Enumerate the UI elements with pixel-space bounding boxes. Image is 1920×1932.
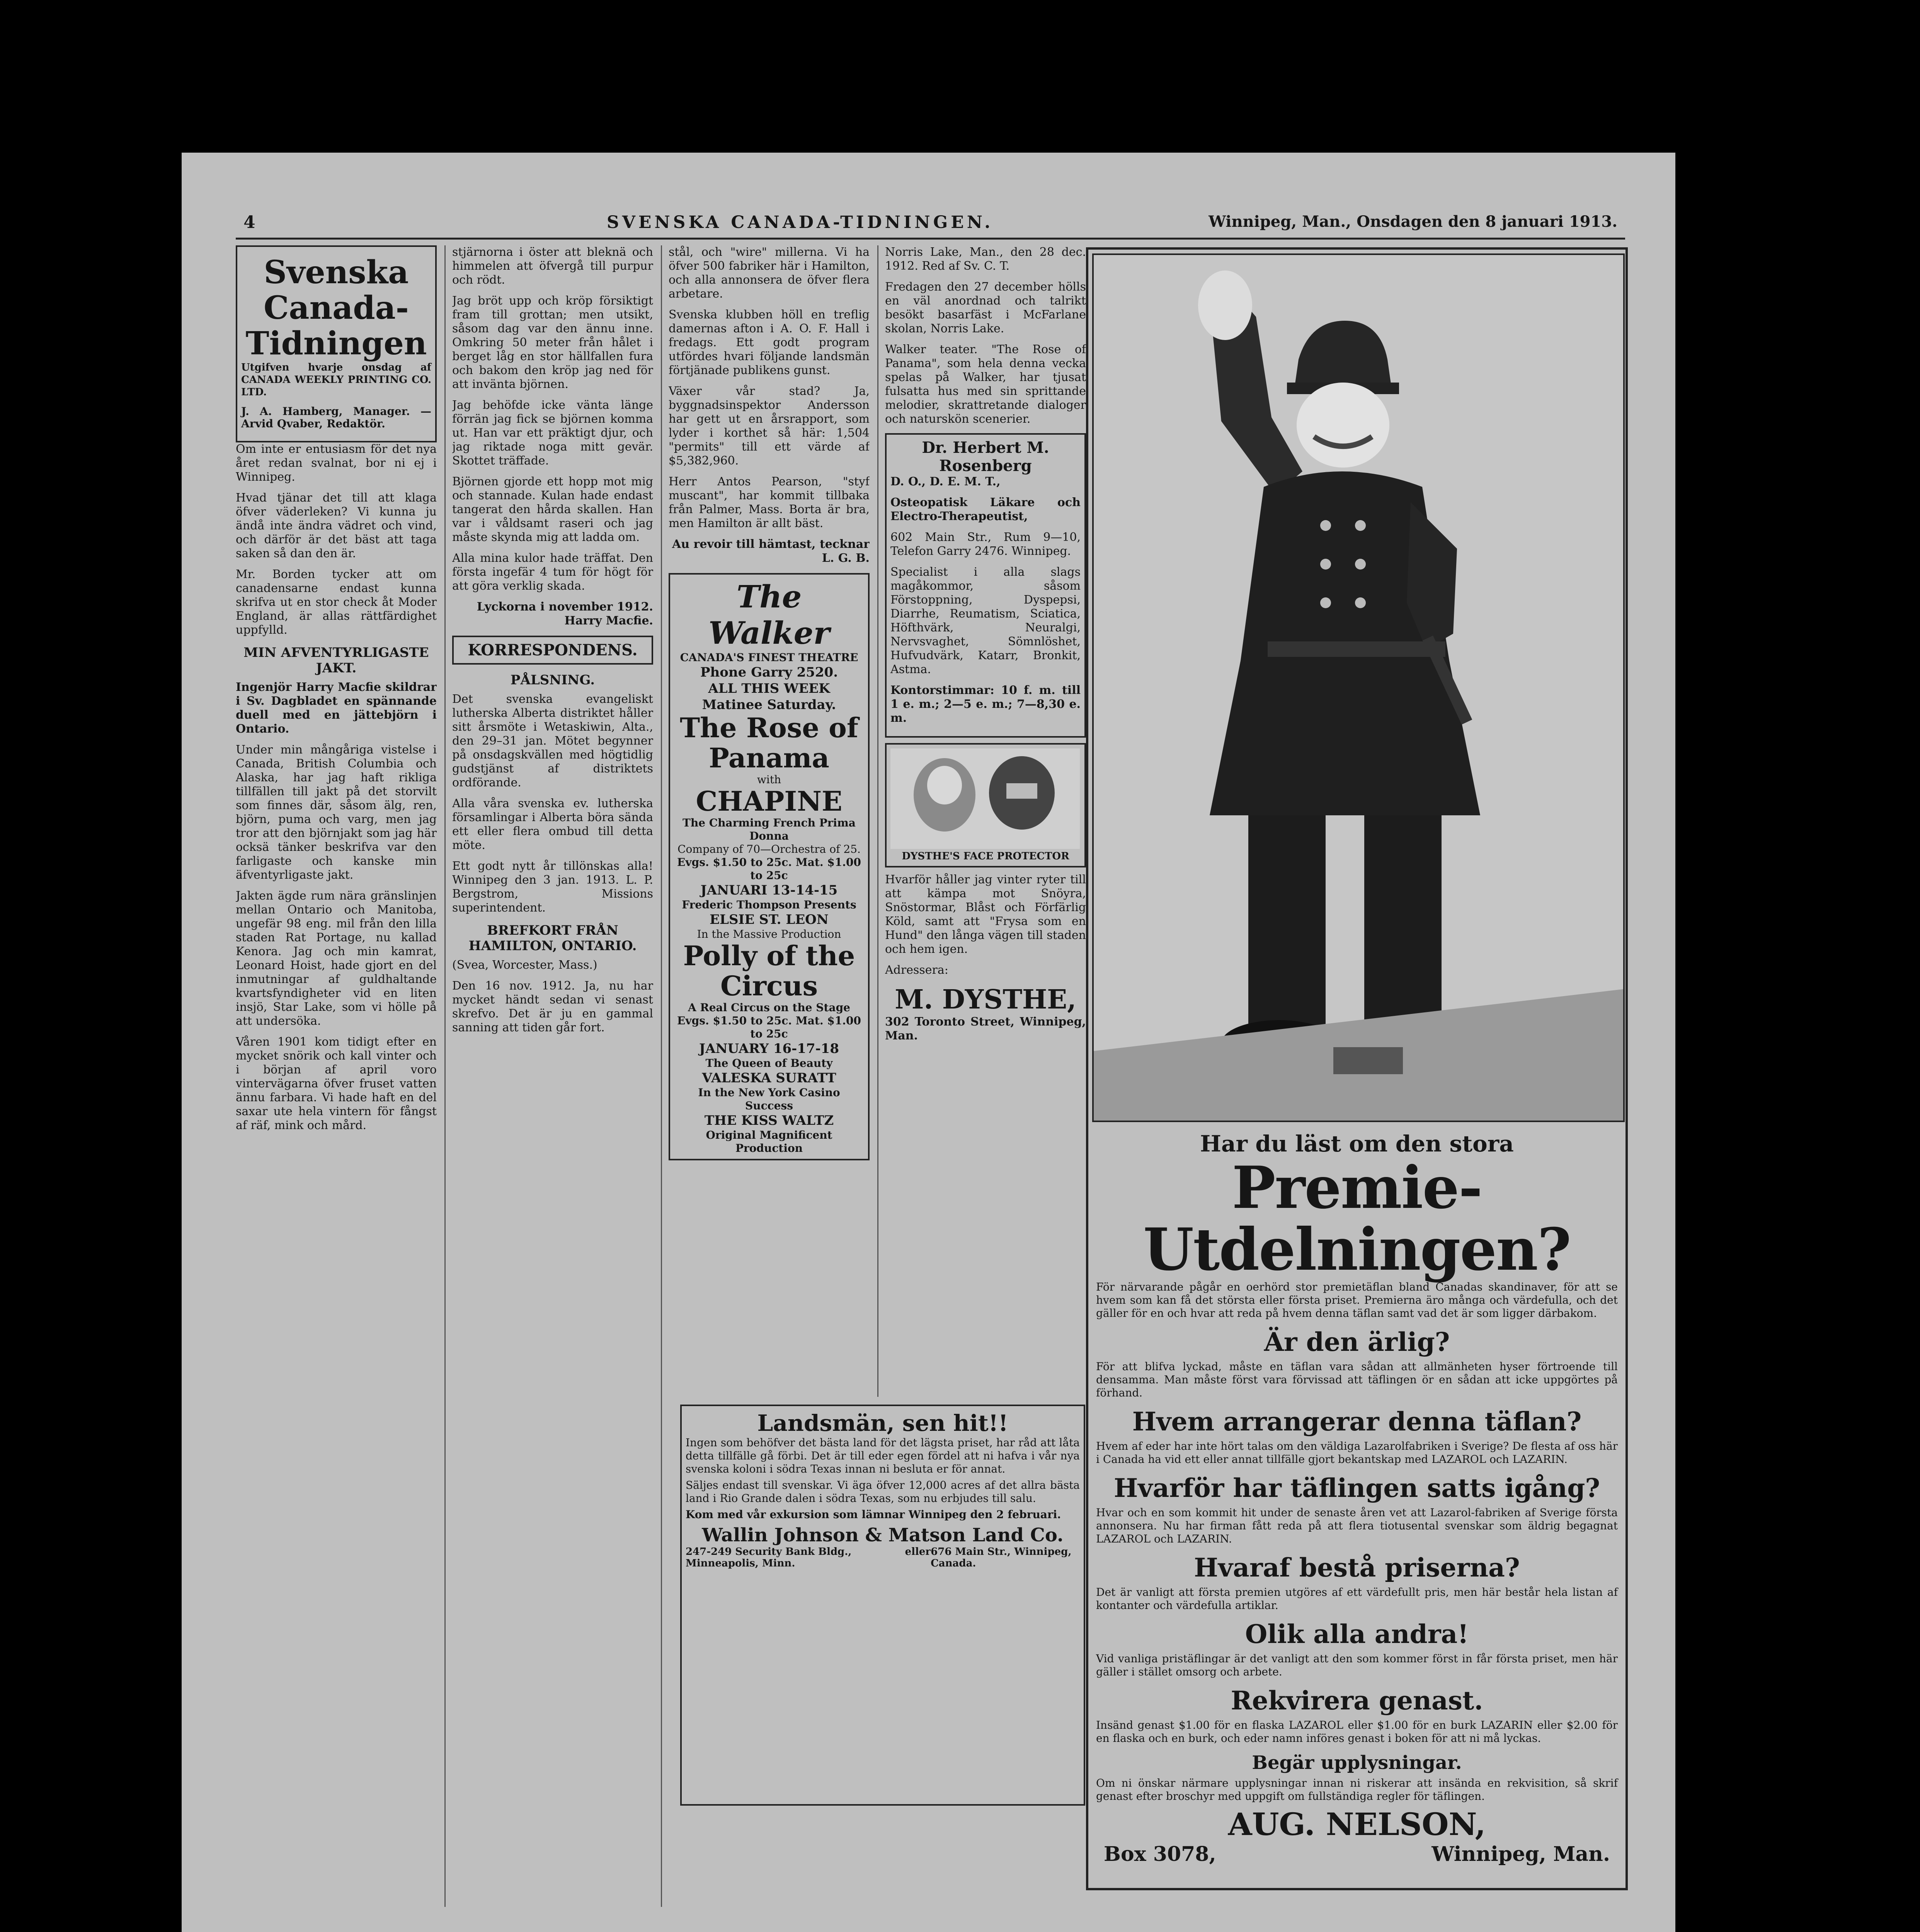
- premie-paragraph: Hvem af eder har inte hört talas om den väldiga Lazarolfabriken i Sverige? De flesta af oss här i Canada ha vid ett eller annat tillfälle gjort bekantskap med LAZAROL och LAZARIN.: [1096, 1440, 1618, 1466]
- show-rose-of-panama: The Rose of Panama: [680, 712, 858, 774]
- article-signature: Lyckorna i november 1912. Harry Macfie.: [477, 600, 653, 628]
- landsman-title: Landsmän, sen hit!!: [757, 1410, 1008, 1436]
- show-original: Original Magnificent Production: [706, 1129, 832, 1155]
- column-2: [452, 245, 653, 1907]
- show-prices: Evgs. $1.50 to 25c. Mat. $1.00 to 25c: [677, 1014, 861, 1040]
- premie-heading-hvarfor: Hvarför har täflingen satts igång?: [1113, 1473, 1600, 1503]
- premie-paragraph: Insänd genast $1.00 för en flaska LAZAROL eller $1.00 för en burk LAZARIN eller $2.00 för en flaska och en burk, och eder namn införes genast i boken för att ni må lyckas.: [1096, 1719, 1618, 1745]
- show-valeska: VALESKA SURATT: [702, 1070, 836, 1086]
- show-chapine-sub: The Charming French Prima Donna: [683, 816, 856, 842]
- col2-paragraph: Alla våra svenska ev. lutherska församlingar i Alberta böra sända ett eller flera ombud till detta möte.: [452, 797, 653, 852]
- col1-paragraph: Mr. Borden tycker att om canadensarne endast kunna skrifva ut en stor check åt Moder England, är allas rättfärdighet uppfylld.: [236, 568, 437, 637]
- walker-logo: The Walker: [708, 578, 830, 651]
- brefkort-source: (Svea, Worcester, Mass.): [452, 958, 597, 972]
- col2-paragraph: stjärnorna i öster att bleknä och himmelen att öfvergå till purpur och rödt.: [452, 245, 653, 287]
- premie-title: Premie-Utdelningen?: [1143, 1154, 1571, 1284]
- premie-heading-hvaraf: Hvaraf bestå priserna?: [1194, 1553, 1520, 1583]
- paper-masthead: Svenska Canada-Tidningen: [245, 254, 427, 362]
- col3-paragraph: stål, och "wire" millerna. Vi ha öfver 500 fabriker här i Hamilton, och alla annonsera de öfver flera arbetare.: [669, 245, 870, 301]
- policeman-illustration-frame: [1092, 253, 1625, 1122]
- issue-date: Winnipeg, Man., Onsdagen den 8 januari 1913.: [1209, 213, 1617, 231]
- brefkort-heading: BREFKORT FRÅN HAMILTON, ONTARIO.: [468, 923, 637, 954]
- header-rule: [236, 238, 1625, 240]
- doctor-text: Specialist i alla slags magåkommor, såsom Förstoppning, Dyspepsi, Diarrhe, Reumatism, Sciatica, Höfthvärk, Neuralgi, Nervsvaghet, Sömnlöshet, Hufvudvärk, Katarr, Bronkit, Astma.: [890, 565, 1081, 676]
- column-divider: [661, 245, 662, 1907]
- premie-ad: [1086, 247, 1628, 1890]
- landsman-ad: [680, 1405, 1085, 1806]
- col1-paragraph: Hvad tjänar det till att klaga öfver väderleken? Vi kunna ju ändå inte ändra vädret och vind, och därför är det bäst att taga saken så dan den är.: [236, 491, 437, 560]
- face-protector-ad: [885, 743, 1086, 867]
- landsman-company: Wallin Johnson & Matson Land Co.: [702, 1524, 1064, 1546]
- premie-city: Winnipeg, Man.: [1431, 1842, 1610, 1866]
- col2-paragraph: Björnen gjorde ett hopp mot mig och stannade. Kulan hade endast tangerat den hårda skallen. Han var i våldsamt raseri och jag måste skynda mig att ladda om.: [452, 475, 653, 544]
- column-divider: [877, 245, 878, 1397]
- paper-masthead-sub: Utgifven hvarje onsdag af CANADA WEEKLY PRINTING CO. LTD.: [241, 362, 431, 398]
- col4-paragraph: Fredagen den 27 december hölls en väl anordnad och talrikt besökt basarfäst i McFarlane skolan, Norris Lake.: [885, 280, 1086, 335]
- face-protector-illustration: [890, 748, 1080, 849]
- dysthe-text: Hvarför håller jag vinter ryter till att kämpa mot Snöyra, Snöstormar, Blåst och Förfärlig Köld, samt att "Frysa som en Hund" den långa vägen till staden och hem igen.: [885, 873, 1086, 956]
- policeman-illustration: [1094, 255, 1623, 1121]
- premie-heading-hvem: Hvem arrangerar denna täflan?: [1132, 1406, 1582, 1437]
- col1-paragraph: Våren 1901 kom tidigt efter en mycket snörik och kall vinter och i början af april voro vintervägarna öfver fruset vatten ännu farbara. Vi hade haft en del saxar ute hela vintern för fångst af räf, mink och mård.: [236, 1035, 437, 1132]
- premie-heading-arlig: Är den ärlig?: [1264, 1327, 1450, 1357]
- col1-paragraph: Under min mångåriga vistelse i Canada, British Columbia och Alaska, har jag haft rikliga tillfällen till jakt på det storvilt som finnes där, såsom älg, ren, björn, puma och varg, men jag tror att den björnjakt som jag här ocksä tänker beskrifva var den farligaste och kanske min äfventyrligaste jakt.: [236, 743, 437, 882]
- show-real-circus: A Real Circus on the Stage: [688, 1001, 850, 1014]
- landsman-or: eller: [905, 1546, 931, 1558]
- column-1: [236, 245, 437, 1907]
- page-header: [182, 213, 1675, 236]
- korrespondens-heading: KORRESPONDENS.: [452, 636, 653, 665]
- show-ny: In the New York Casino Success: [698, 1086, 840, 1112]
- show-company: Company of 70—Orchestra of 25.: [677, 843, 861, 855]
- face-protector-caption: DYSTHE'S FACE PROTECTOR: [902, 850, 1069, 862]
- col2-paragraph: Den 16 nov. 1912. Ja, nu har mycket händt sedan vi senast skrefvo. Det är ju en gammal sanning att tiden går fort.: [452, 979, 653, 1034]
- article-subheading: Ingenjör Harry Macfie skildrar i Sv. Dagbladet en spännande duell med en jättebjörn i Ontario.: [236, 680, 437, 736]
- show-queen: The Queen of Beauty: [705, 1057, 833, 1070]
- doctor-name: Dr. Herbert M. Rosenberg: [922, 439, 1049, 475]
- col2-paragraph: Jag behöfde icke vänta länge förrän jag fick se björnen komma ut. Han var ett präktigt djur, och jag riktade noga mitt gevär. Skottet träffade.: [452, 398, 653, 468]
- dysthe-address: 302 Toronto Street, Winnipeg, Man.: [885, 1015, 1086, 1043]
- column-4: [885, 245, 1086, 1397]
- show-with: with: [757, 773, 781, 786]
- paper-masthead-box: [236, 245, 437, 442]
- premie-box: Box 3078,: [1104, 1842, 1216, 1866]
- show-chapine: CHAPINE: [696, 785, 843, 817]
- premie-heading-rekvirera: Rekvirera genast.: [1231, 1685, 1483, 1716]
- show-prices: Evgs. $1.50 to 25c. Mat. $1.00 to 25c: [677, 856, 861, 882]
- premie-paragraph: Hvar och en som kommit hit under de senaste åren vet att Lazarol-fabriken af Sverige första annonsera. Nu har firman fått reda på att flera tiotusental svenskar som äldrig begagnat LAZAROL och LAZARIN.: [1096, 1506, 1618, 1545]
- walker-tagline: CANADA'S FINEST THEATRE: [680, 651, 858, 664]
- landsman-address-1: 247-249 Security Bank Bldg., Minneapolis, Minn.: [686, 1546, 852, 1569]
- col4-paragraph: Norris Lake, Man., den 28 dec. 1912. Red af Sv. C. T.: [885, 245, 1086, 273]
- show-kiss-waltz: THE KISS WALTZ: [704, 1113, 834, 1128]
- premie-headline: Har du läst om den stora: [1200, 1131, 1514, 1157]
- doctor-ad: [885, 433, 1086, 738]
- show-production: In the Massive Production: [697, 928, 841, 940]
- dysthe-address-label: Adressera:: [885, 963, 948, 977]
- show-star: ELSIE ST. LEON: [710, 912, 829, 927]
- landsman-address-2: 676 Main Str., Winnipeg, Canada.: [931, 1546, 1072, 1569]
- doctor-specialty: Osteopatisk Läkare och Electro-Therapeutist,: [890, 496, 1081, 523]
- newspaper-page: [182, 153, 1675, 1932]
- show-polly: Polly of the Circus: [683, 940, 855, 1002]
- premie-text: [1096, 1131, 1618, 1866]
- article-heading: MIN AFVENTYRLIGASTE JAKT.: [243, 645, 429, 676]
- show-dates: JANUARY 16-17-18: [699, 1041, 839, 1056]
- article-signature: Au revoir till hämtast, tecknar L. G. B.: [672, 537, 870, 565]
- col1-paragraph: Jakten ägde rum nära gränslinjen mellan Ontario och Manitoba, ungefär 98 eng. mil från den lilla staden Rat Portage, nu kallad Kenora. Jag och min kamrat, Leonard Hoist, hade gjort en del inmutningar af guldhaltande kvartsfyndigheter vid en liten insjö, Star Lake, som vi hölle på att undersöka.: [236, 889, 437, 1028]
- palsning-heading: PÅLSNING.: [510, 672, 595, 688]
- walker-phone: Phone Garry 2520.: [700, 665, 838, 680]
- premie-heading-begar: Begär upplysningar.: [1252, 1752, 1462, 1774]
- premie-heading-olik: Olik alla andra!: [1245, 1619, 1469, 1649]
- premie-paragraph: Om ni önskar närmare upplysningar innan ni riskerar att insända en rekvisition, så skrif genast efter broschyr med uppgift om fullständiga regler för täflingen.: [1096, 1777, 1618, 1803]
- page-number: 4: [243, 213, 255, 232]
- doctor-hours: Kontorstimmar: 10 f. m. till 1 e. m.; 2—5 e. m.; 7—8,30 e. m.: [890, 684, 1081, 725]
- col2-paragraph: Ett godt nytt år tillönskas alla! Winnipeg den 3 jan. 1913. L. P. Bergstrom, Missions superintendent.: [452, 859, 653, 915]
- paper-staff: J. A. Hamberg, Manager. — Arvid Qvaber, Redaktör.: [241, 405, 431, 430]
- premie-paragraph: För att blifva lyckad, måste en täflan vara sådan att allmänheten hyser förtroende till densamma. Man måste först vara förvissad att täflingen ör en sådan att icke uppgörtes på förhand.: [1096, 1360, 1618, 1399]
- walker-theatre-ad: [669, 573, 870, 1160]
- premie-signature-name: AUG. NELSON,: [1228, 1806, 1486, 1842]
- show-presenter: Frederic Thompson Presents: [682, 898, 856, 911]
- walker-week: ALL THIS WEEK: [708, 681, 830, 696]
- running-masthead: SVENSKA CANADA-TIDNINGEN.: [607, 213, 994, 232]
- landsman-text: Kom med vår exkursion som lämnar Winnipeg den 2 februari.: [686, 1508, 1061, 1521]
- show-dates: JANUARI 13-14-15: [700, 883, 838, 898]
- landsman-text: Ingen som behöfver det bästa land för det lägsta priset, har råd att låta detta tillfälle gå förbi. Det är till eder egen fördel att ni hafva i vår nya svenska koloni i södra Texas innan ni besluta er för annat.: [686, 1436, 1080, 1475]
- column-divider: [444, 245, 446, 1907]
- col4-paragraph: Walker teater. "The Rose of Panama", som hela denna vecka spelas på Walker, har tjusat fulsatta hus med sin sprittande melodier, skrattretande dialoger och naturskön scenerier.: [885, 343, 1086, 426]
- doctor-address: 602 Main Str., Rum 9—10, Telefon Garry 2476. Winnipeg.: [890, 531, 1081, 558]
- col3-paragraph: Svenska klubben höll en treflig damernas afton i A. O. F. Hall i fredags. Ett godt program utfördes hvari följande landsmän förtjänade publikens gunst.: [669, 308, 870, 377]
- col2-paragraph: Det svenska evangeliskt lutherska Alberta distriktet håller sitt årsmöte i Wetaskiwin, Alta., den 29–31 jan. Mötet begynner på onsdagskvällen med högtidlig gudstjänst af distriktets ordförande.: [452, 692, 653, 789]
- dysthe-name: M. DYSTHE,: [895, 984, 1076, 1015]
- premie-paragraph: För närvarande pågår en oerhörd stor premietäflan bland Canadas skandinaver, för att se hvem som kan få det största eller första priset. Premierna äro många och värdefulla, och det gäller för en och hvar att reda på hvem denna täflan samt vad det är som ligger därbakom.: [1096, 1281, 1618, 1320]
- col2-paragraph: Jag bröt upp och kröp försiktigt fram till grottan; men utsikt, såsom dag var den ännu inne. Omkring 50 meter från hålet i berget låg en stor hällfallen fura och bakom den kröp jag ned för att invänta björnen.: [452, 294, 653, 391]
- walker-matinee: Matinee Saturday.: [702, 697, 836, 713]
- premie-paragraph: Det är vanligt att första premien utgöres af ett värdefullt pris, men här består hela listan af kontanter och värdefulla artiklar.: [1096, 1586, 1618, 1612]
- col2-paragraph: Alla mina kulor hade träffat. Den första ingefär 4 tum för högt för att göra verklig skada.: [452, 551, 653, 593]
- landsman-text: Säljes endast till svenskar. Vi äga öfver 12,000 acres af det allra bästa land i Rio Grande dalen i södra Texas, som nu erbjudes till salu.: [686, 1479, 1080, 1505]
- col1-paragraph: Om inte er entusiasm för det nya året redan svalnat, bor ni ej i Winnipeg.: [236, 442, 437, 484]
- col3-paragraph: Herr Antos Pearson, "styf muscant", har kommit tillbaka från Palmer, Mass. Borta är bra, men Hamilton är allt bäst.: [669, 475, 870, 530]
- premie-paragraph: Vid vanliga pristäflingar är det vanligt att den som kommer först in får första priset, men här gäller i stället omsorg och arbete.: [1096, 1652, 1618, 1678]
- column-3: [669, 245, 870, 1397]
- doctor-title: D. O., D. E. M. T.,: [890, 475, 1001, 488]
- col3-paragraph: Växer vår stad? Ja, byggnadsinspektor Andersson har gett ut en årsrapport, som lyder i korthet så här: 1,504 "permits" till ett värde af $5,382,960.: [669, 384, 870, 468]
